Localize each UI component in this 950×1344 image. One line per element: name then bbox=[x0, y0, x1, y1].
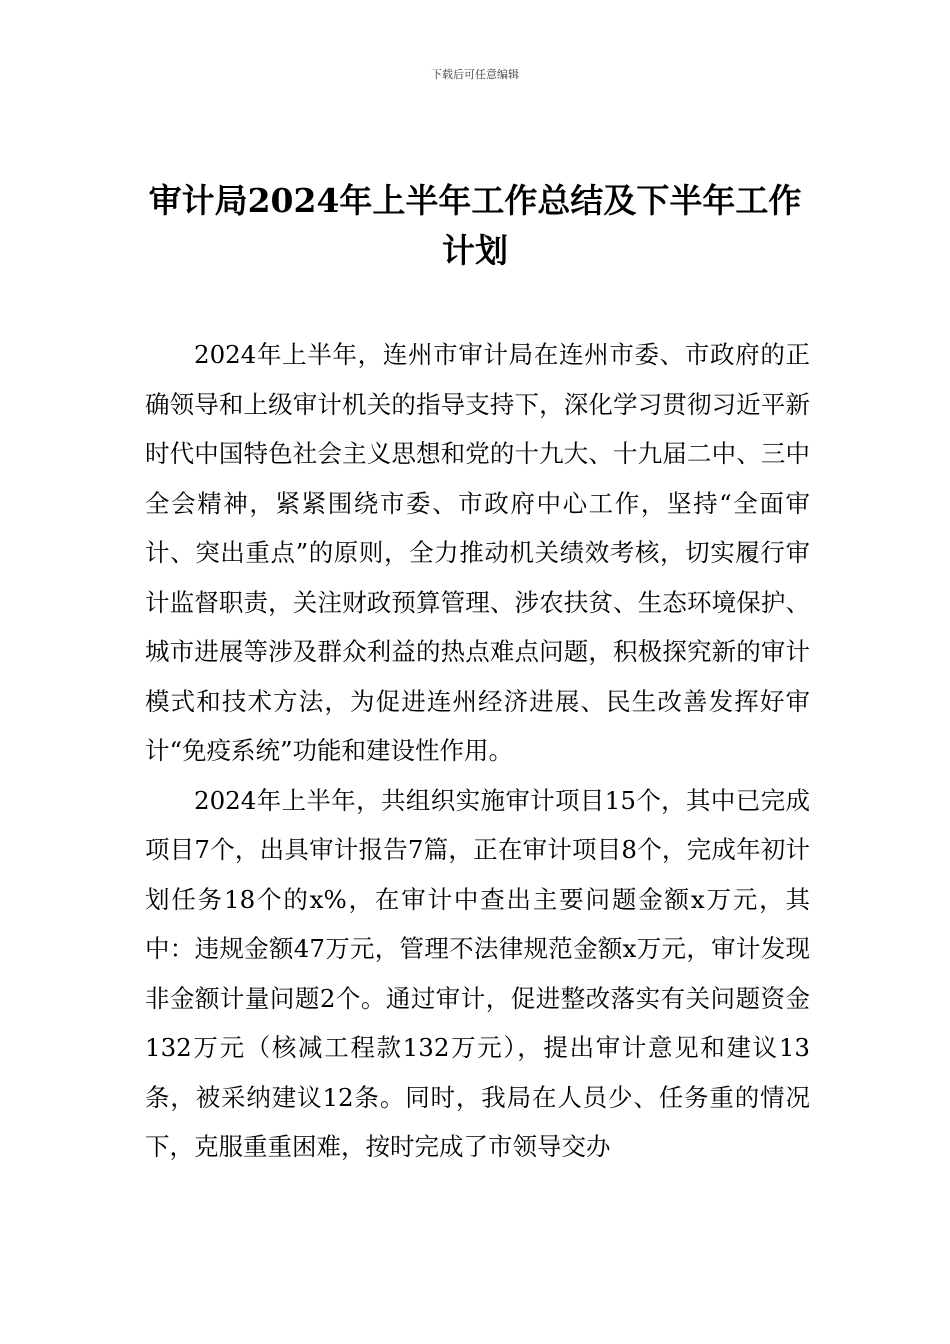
page-header-note: 下载后可任意编辑 bbox=[431, 68, 519, 81]
document-title: 审计局2024年上半年工作总结及下半年工作计划 bbox=[148, 181, 802, 270]
document-body bbox=[145, 330, 810, 1172]
paragraph-2: 2024年上半年，共组织实施审计项目15个，其中已完成项目7个，出具审计报告7篇，正在审计项目8个，完成年初计划任务18个的x%，在审计中查出主要问题金额x万元，其中：违规金额47万元，管理不法律规范金额x万元，审计发现非金额计量问题2个。通过审计，促进整改落实有关问题资金132万元（核减工程款132万元），提出审计意见和建议13条，被采纳建议12条。同时，我局在人员少、任务重的情况下，克服重重困难，按时完成了市领导交办 bbox=[145, 785, 810, 1161]
paragraph-1: 2024年上半年，连州市审计局在连州市委、市政府的正确领导和上级审计机关的指导支持下，深化学习贯彻习近平新时代中国特色社会主义思想和党的十九大、十九届二中、三中全会精神，紧紧围绕市委、市政府中心工作，坚持“全面审计、突出重点”的原则，全力推动机关绩效考核，切实履行审计监督职责，关注财政预算管理、涉农扶贫、生态环境保护、城市进展等涉及群众利益的热点难点问题，积极探究新的审计模式和技术方法，为促进连州经济进展、民生改善发挥好审计“免疫系统”功能和建设性作用。 bbox=[145, 340, 810, 765]
